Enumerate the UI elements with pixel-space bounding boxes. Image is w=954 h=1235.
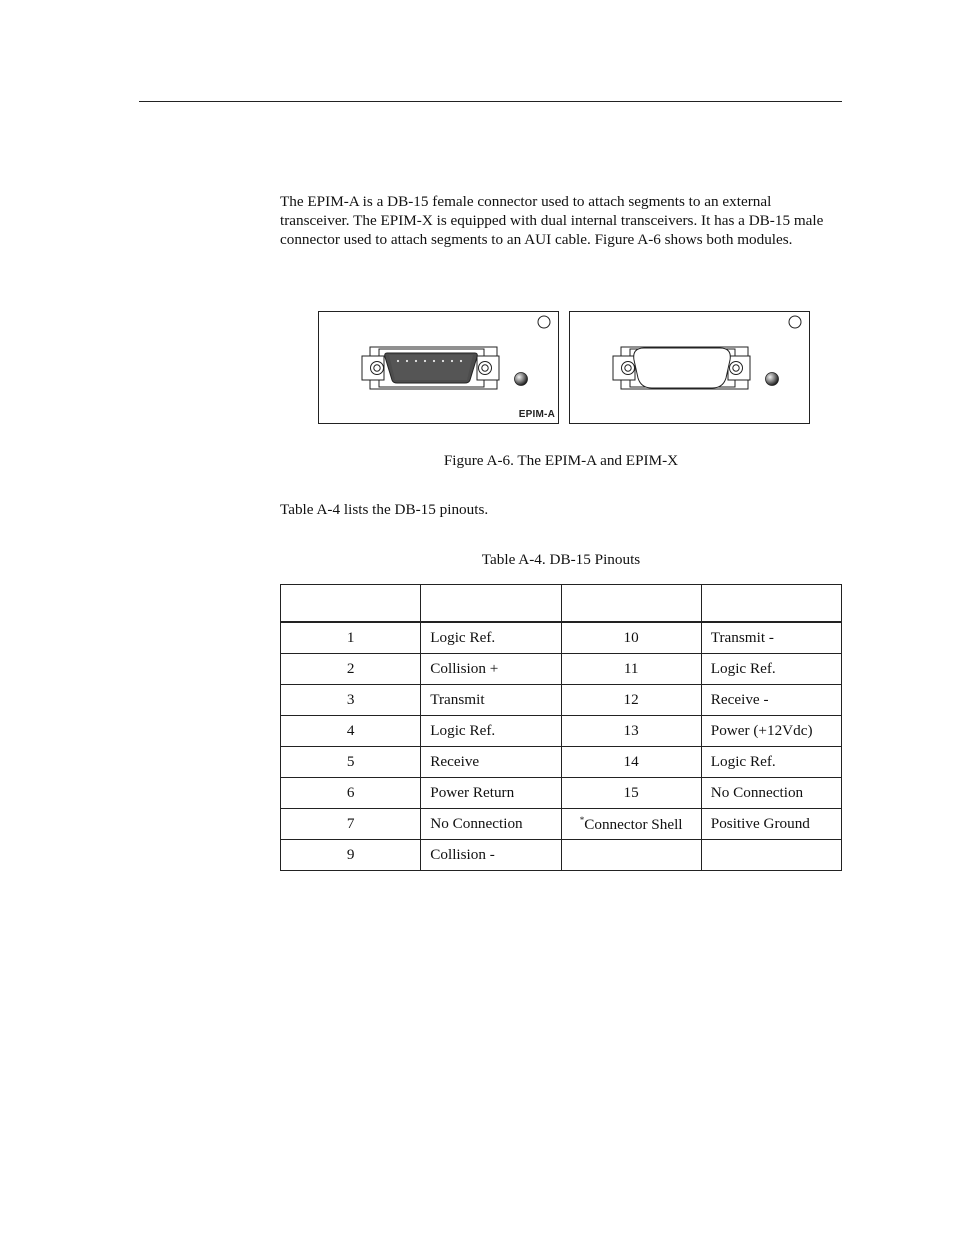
signal-cell: No Connection — [421, 809, 561, 840]
epim-a-label: EPIM-A — [518, 409, 555, 420]
epim-a-illustration — [319, 312, 558, 423]
pin-cell — [561, 840, 701, 871]
pin-cell: 7 — [281, 809, 421, 840]
db15-male-plug — [634, 348, 731, 388]
footnote-marker: * — [579, 814, 585, 825]
table-row — [281, 654, 842, 685]
table-row — [281, 685, 842, 716]
table-header-row — [281, 585, 842, 623]
table-row — [281, 840, 842, 871]
body-paragraph: The EPIM-A is a DB-15 female connector used to attach segments to an external transceiver. The EPIM-X is equipped with dual internal transceivers. It has a DB-15 male connector used to attach segments to an AUI cable. Figure A-6 shows both modules. — [280, 193, 824, 248]
pin-cell: 4 — [281, 716, 421, 747]
table-row — [281, 809, 842, 840]
table-row — [281, 747, 842, 778]
signal-cell: Logic Ref. — [701, 747, 841, 778]
signal-cell: Collision + — [421, 654, 561, 685]
pin-cell: 12 — [561, 685, 701, 716]
signal-cell: No Connection — [701, 778, 841, 809]
pin-cell: 6 — [281, 778, 421, 809]
table-header-cell — [281, 585, 421, 623]
table-caption: Table A-4. DB-15 Pinouts — [481, 551, 641, 568]
pin-cell: 1 — [281, 622, 421, 654]
signal-cell: Logic Ref. — [701, 654, 841, 685]
epim-figure — [318, 311, 810, 424]
header-rule — [139, 101, 842, 102]
pin-cell: 5 — [281, 747, 421, 778]
signal-cell: Positive Ground — [701, 809, 841, 840]
pin-cell: 11 — [561, 654, 701, 685]
signal-cell: Receive - — [701, 685, 841, 716]
epim-x-panel — [569, 311, 810, 424]
table-intro-text: Table A-4 lists the DB-15 pinouts. — [280, 501, 489, 518]
signal-cell: Logic Ref. — [421, 716, 561, 747]
signal-cell: Collision - — [421, 840, 561, 871]
epim-a-panel — [318, 311, 559, 424]
signal-cell: Logic Ref. — [421, 622, 561, 654]
pin-cell: 15 — [561, 778, 701, 809]
epim-x-illustration — [570, 312, 809, 423]
status-led-icon — [515, 373, 528, 386]
figure-caption: Figure A-6. The EPIM-A and EPIM-X — [443, 452, 679, 469]
table-header-cell — [561, 585, 701, 623]
table-header-cell — [701, 585, 841, 623]
pin-cell: 3 — [281, 685, 421, 716]
table-row — [281, 622, 842, 654]
signal-cell — [701, 840, 841, 871]
signal-cell: Power (+12Vdc) — [701, 716, 841, 747]
table-row — [281, 716, 842, 747]
pin-cell — [561, 809, 701, 840]
pin-cell: 2 — [281, 654, 421, 685]
mounting-hole-icon — [538, 316, 550, 328]
pin-cell: 14 — [561, 747, 701, 778]
signal-cell: Power Return — [421, 778, 561, 809]
pin-cell: 13 — [561, 716, 701, 747]
pin-cell: 9 — [281, 840, 421, 871]
status-led-icon — [766, 373, 779, 386]
pin-cell: 10 — [561, 622, 701, 654]
signal-cell: Transmit — [421, 685, 561, 716]
pin-cell-text: Connector Shell — [584, 815, 683, 833]
signal-cell: Receive — [421, 747, 561, 778]
table-row — [281, 778, 842, 809]
db15-pinouts-table — [280, 584, 842, 871]
mounting-hole-icon — [789, 316, 801, 328]
table-header-cell — [421, 585, 561, 623]
signal-cell: Transmit - — [701, 622, 841, 654]
